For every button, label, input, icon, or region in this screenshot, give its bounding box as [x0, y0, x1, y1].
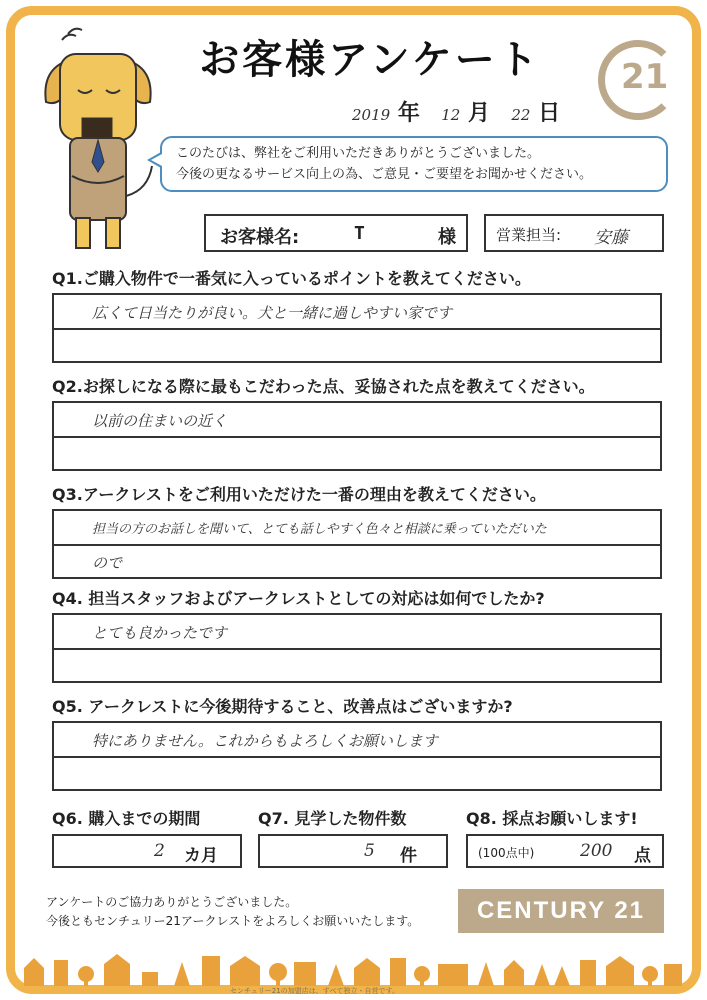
date-month-unit: 月 [467, 101, 490, 126]
fine-print: センチュリー21の加盟店は、すべて独立・自営です。 [230, 987, 399, 995]
question-4 [52, 586, 662, 683]
question-1 [52, 266, 662, 363]
answer-divider [54, 328, 660, 330]
sales-staff-value: 安藤 [594, 228, 628, 248]
thank-you-line-1: アンケートのご協力ありがとうございました。 [46, 895, 298, 909]
date-year-unit: 年 [397, 101, 420, 126]
properties-viewed-field[interactable] [258, 834, 448, 868]
answer-line-1: 担当の方のお話しを聞いて、とても話しやすく色々と相談に乗っていただいた [92, 522, 547, 537]
greeting-line-2: 今後の更なるサービス向上の為、ご意見・ご要望をお聞かせください。 [176, 167, 593, 182]
answer-box[interactable] [52, 509, 662, 579]
score-unit: 点 [634, 846, 651, 866]
customer-name-value: T [354, 223, 365, 244]
townscape-illustration [24, 946, 684, 986]
customer-name-suffix: 様 [438, 227, 456, 248]
question-2 [52, 374, 662, 471]
question-6 [52, 806, 242, 868]
page-title: お客様アンケート [199, 37, 541, 83]
question-label: Q2.お探しになる際に最もこだわった点、妥協された点を教えてください。 [52, 377, 595, 396]
properties-viewed-value: 5 [364, 841, 375, 861]
question-label: Q1.ご購入物件で一番気に入っているポイントを教えてください。 [52, 269, 531, 288]
speech-bubble-tail-fill [151, 154, 162, 166]
answer-divider [54, 544, 660, 546]
q8-label: Q8. 採点お願いします! [466, 809, 638, 828]
sales-staff-label: 営業担当: [496, 226, 562, 244]
answer-box[interactable] [52, 721, 662, 791]
question-7 [258, 806, 448, 868]
score-field[interactable] [466, 834, 664, 868]
date-row [352, 96, 566, 127]
dog-mascot-illustration [22, 26, 172, 256]
date-day-unit: 日 [538, 101, 561, 126]
answer-line-1: とても良かったです [92, 624, 228, 642]
century21-badge: CENTURY 21 [458, 889, 664, 933]
logo-number: 21 [621, 57, 669, 97]
thank-you-line-2: 今後ともセンチュリー21アークレストをよろしくお願いいたします。 [46, 914, 420, 928]
answer-box[interactable] [52, 401, 662, 471]
date-day-value: 22 [511, 106, 531, 124]
purchase-period-unit: カ月 [184, 846, 218, 866]
greeting-line-1: このたびは、弊社をご利用いただきありがとうございました。 [176, 146, 541, 161]
answer-line-1: 以前の住まいの近く [92, 412, 228, 430]
date-month-value: 12 [441, 106, 461, 124]
greeting-speech-bubble [160, 136, 668, 192]
answer-divider [54, 436, 660, 438]
answer-divider [54, 648, 660, 650]
answer-divider [54, 756, 660, 758]
q6-label: Q6. 購入までの期間 [52, 809, 201, 828]
q7-label: Q7. 見学した物件数 [258, 809, 407, 828]
question-5 [52, 694, 662, 791]
answer-line-2: ので [92, 554, 123, 572]
date-year-value: 2019 [352, 106, 391, 124]
answer-box[interactable] [52, 613, 662, 683]
properties-viewed-unit: 件 [400, 846, 417, 866]
question-3 [52, 482, 662, 579]
answer-line-1: 広くて日当たりが良い。犬と一緒に過しやすい家です [92, 304, 453, 322]
question-label: Q3.アークレストをご利用いただけた一番の理由を教えてください。 [52, 485, 546, 504]
sales-staff-field[interactable] [484, 214, 664, 252]
question-8 [466, 806, 664, 868]
question-label: Q5. アークレストに今後期待すること、改善点はございますか? [52, 697, 513, 716]
question-label: Q4. 担当スタッフおよびアークレストとしての対応は如何でしたか? [52, 589, 545, 608]
customer-name-label: お客様名: [220, 227, 300, 248]
thank-you-message [46, 893, 419, 931]
purchase-period-field[interactable] [52, 834, 242, 868]
customer-name-field[interactable] [204, 214, 468, 252]
purchase-period-value: 2 [154, 841, 165, 861]
answer-box[interactable] [52, 293, 662, 363]
century21-logo [598, 40, 678, 120]
answer-line-1: 特にありません。これからもよろしくお願いします [92, 732, 438, 750]
score-prefix: (100点中) [478, 846, 535, 860]
score-value: 200 [580, 841, 613, 861]
